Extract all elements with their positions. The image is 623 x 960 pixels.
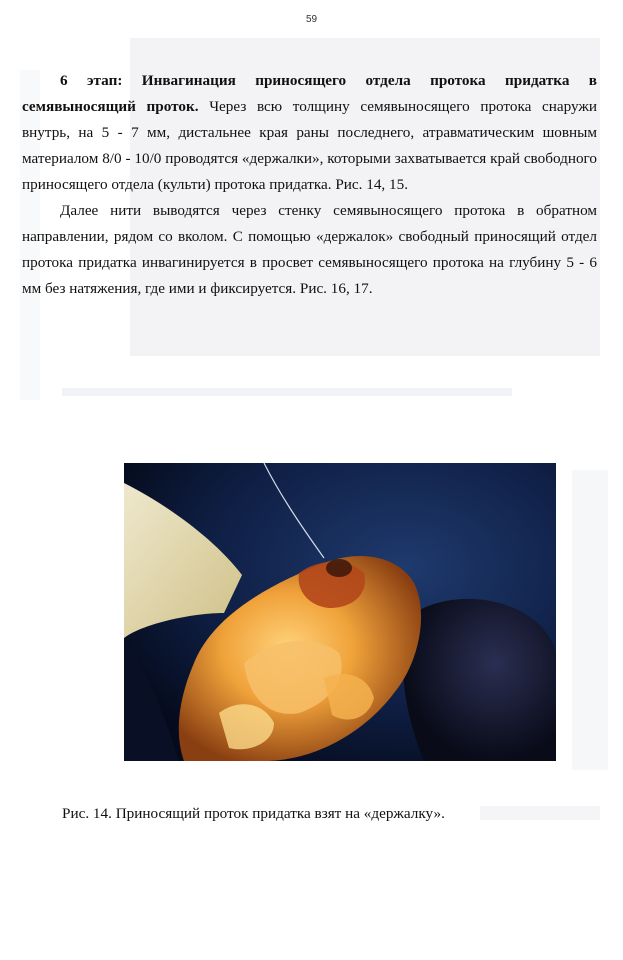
paragraph-stage-6 — [22, 68, 597, 198]
body-text — [22, 68, 597, 302]
scan-bleed-through-right — [572, 470, 608, 770]
scan-bleed-through-line — [62, 388, 512, 396]
paragraph-1-text: Через всю толщину семявыносящего протока снаружи внутрь, на 5 - 7 мм, дистальнее края раны последнего, атравматическим шовным материалом 8/0 - 10/0 проводятся «держалки», которыми захватывается край свободного приносящего отдела (культи) протока придатка. Рис. 14, 15. — [22, 98, 598, 193]
surgical-photo-figure-14 — [124, 463, 556, 761]
page-number: 59 — [305, 14, 318, 25]
scan-bleed-through-bottom — [480, 806, 600, 820]
paragraph-2: Далее нити выводятся через стенку семявыносящего протока в обратном направлении, рядом со вколом. С помощью «держалок» свободный приносящий отдел протока придатка инвагинируется в просвет семявыносящего протока на глубину 5 - 6 мм без натяжения, где ими и фиксируется. Рис. 16, 17. — [22, 202, 597, 297]
figure-caption: Рис. 14. Приносящий проток придатка взят на «держалку». — [62, 805, 445, 822]
stage-title: 6 этап: Инвагинация приносящего отдела протока придатка в семявыносящий проток. — [22, 72, 597, 115]
